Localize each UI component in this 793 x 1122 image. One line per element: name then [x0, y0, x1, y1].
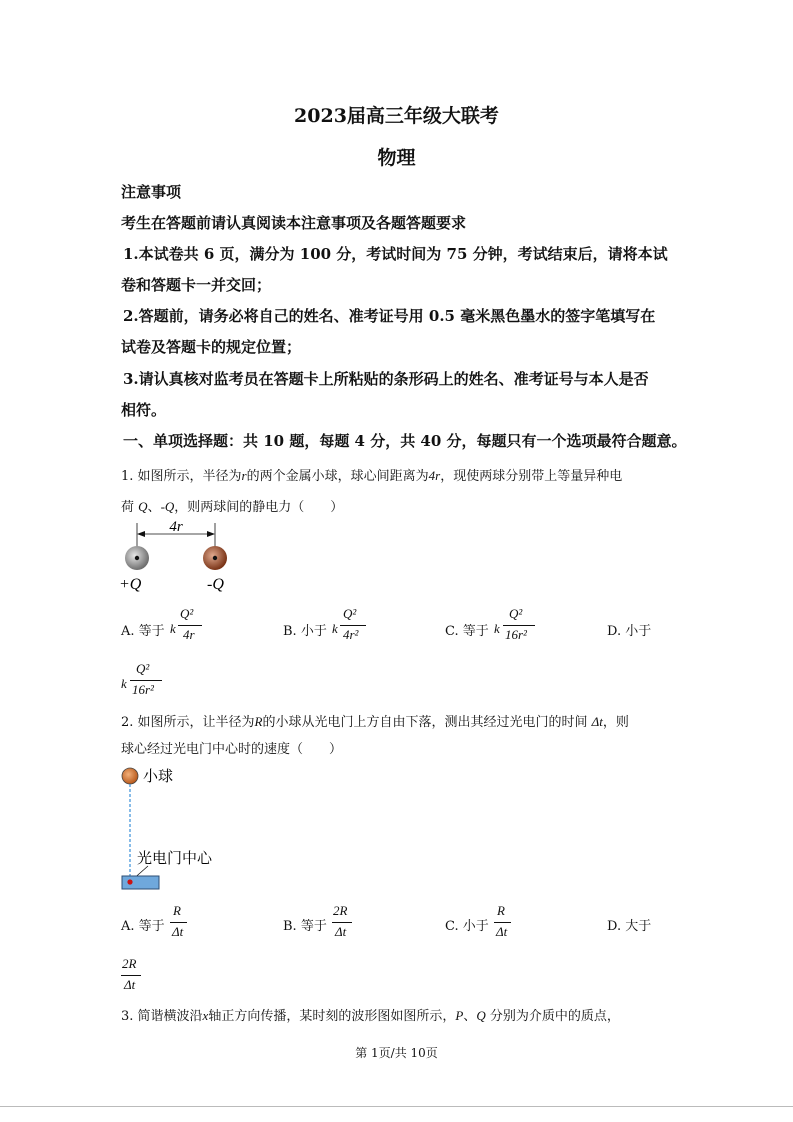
q1-var-r: r	[241, 468, 247, 483]
q1-var-q1: Q	[138, 499, 148, 514]
fraction-bar	[503, 625, 535, 626]
q2-option-c-den: Δt	[496, 924, 508, 939]
q1-option-c-fraction	[503, 606, 537, 646]
right-charge-label: -Q	[207, 576, 224, 593]
q2-option-a-label: A. 等于	[121, 919, 165, 934]
q3-var-Q: Q	[476, 1008, 486, 1023]
q1-text-sep: 、	[147, 500, 161, 515]
q3-text-c: 分别为介质中的质点，	[489, 1009, 620, 1024]
right-ball-center	[213, 556, 217, 560]
q2-option-c-fraction	[494, 903, 514, 943]
q1-text-d: 荷	[121, 500, 135, 515]
notes-heading: 注意事项	[121, 183, 182, 201]
q1-option-c-k: k	[494, 621, 500, 636]
q2-option-d-fraction	[121, 956, 143, 996]
notes-item1-line2: 卷和答题卡一并交回；	[121, 276, 272, 294]
q3-var-x: x	[202, 1008, 209, 1023]
q1-line2	[121, 496, 343, 515]
q3-text-a: 3. 简谐横波沿	[121, 1009, 203, 1024]
q2-option-b-fraction	[332, 903, 354, 943]
q1-option-a-fraction	[178, 606, 204, 646]
fraction-bar	[494, 922, 511, 923]
q1-option-b-den: 4r²	[343, 627, 359, 642]
q1-var-4r: 4r	[428, 468, 441, 483]
exam-title: 2023届高三年级大联考	[294, 105, 499, 127]
arrow-right-icon	[207, 531, 215, 537]
q1-option-b-num: Q²	[343, 606, 357, 621]
section1-heading: 一、单项选择题：共 10 题，每题 4 分，共 40 分，每题只有一个选项最符合题意。	[123, 432, 687, 450]
q1-option-a-den: 4r	[183, 627, 195, 642]
q1-text-c: ，现使两球分别带上等量异种电	[440, 469, 623, 484]
q2-text-a: 2. 如图所示，让半径为	[121, 715, 255, 730]
q1-figure	[115, 515, 255, 595]
subject-title: 物理	[377, 147, 416, 169]
q1-option-b-k: k	[332, 621, 338, 636]
q2-text-c: ，则	[602, 715, 629, 730]
q1-option-d-fraction	[130, 661, 164, 701]
notes-item3-line2: 相符。	[121, 401, 167, 419]
page-bottom-rule	[0, 1106, 793, 1107]
q2-option-d-num: 2R	[122, 956, 137, 971]
q1-option-d-k: k	[121, 676, 127, 691]
fraction-bar	[170, 922, 187, 923]
q1-option-a-k: k	[170, 621, 176, 636]
q1-text-b: 的两个金属小球，球心间距离为	[246, 469, 429, 484]
q2-var-dt: Δt	[591, 714, 603, 729]
q2-option-c-label: C. 小于	[445, 919, 489, 934]
notes-item2-line2: 试卷及答题卡的规定位置；	[121, 338, 302, 356]
notes-item3-line1: 3.请认真核对监考员在答题卡上所粘贴的条形码上的姓名、准考证号与本人是否	[123, 370, 649, 388]
q3-line1	[121, 1005, 620, 1024]
q2-line2: 球心经过光电门中心时的速度（ ）	[121, 742, 343, 757]
q2-text-b: 的小球从光电门上方自由下落，测出其经过光电门的时间	[262, 715, 588, 730]
q2-option-b-den: Δt	[335, 924, 347, 939]
q1-var-q2: -Q	[160, 499, 175, 514]
q1-text-a: 1. 如图所示，半径为	[121, 469, 242, 484]
notes-intro: 考生在答题前请认真阅读本注意事项及各题答题要求	[121, 214, 467, 232]
fraction-bar	[340, 625, 366, 626]
q2-option-a-den: Δt	[172, 924, 184, 939]
gate-label: 光电门中心	[137, 849, 213, 867]
left-ball-center	[135, 556, 139, 560]
q2-option-c-num: R	[497, 903, 505, 918]
q1-option-c-num: Q²	[509, 606, 523, 621]
q1-option-d-label: D. 小于	[607, 624, 652, 639]
arrow-left-icon	[137, 531, 145, 537]
q2-option-a-num: R	[173, 903, 181, 918]
q1-option-b-label: B. 小于	[283, 624, 327, 639]
fraction-bar	[332, 922, 352, 923]
q1-text-e: ，则两球间的静电力（ ）	[174, 500, 344, 515]
q3-var-P: P	[455, 1008, 464, 1023]
page-number: 第 1页/共 10页	[355, 1046, 438, 1060]
gate-center-dot	[127, 879, 132, 884]
q1-line1	[121, 465, 622, 484]
left-charge-label: +Q	[119, 576, 142, 593]
q2-option-b-num: 2R	[333, 903, 348, 918]
q1-option-d-den: 16r²	[132, 682, 154, 697]
notes-item1-line1: 1.本试卷共 6 页，满分为 100 分，考试时间为 75 分钟，考试结束后，请将本试	[123, 245, 668, 263]
q2-var-R: R	[254, 714, 263, 729]
fraction-bar	[130, 680, 162, 681]
q2-figure	[115, 762, 245, 894]
fraction-bar	[121, 975, 141, 976]
q2-line1	[121, 711, 629, 730]
q2-option-a-fraction	[170, 903, 190, 943]
q3-text-b: 轴正方向传播，某时刻的波形图如图所示，	[208, 1009, 456, 1024]
fraction-bar	[178, 625, 202, 626]
q1-option-c-den: 16r²	[505, 627, 527, 642]
q2-option-d-label: D. 大于	[607, 919, 652, 934]
q1-option-c-label: C. 等于	[445, 624, 489, 639]
distance-label: 4r	[169, 519, 183, 535]
q2-option-d-den: Δt	[124, 977, 136, 992]
q3-text-sep: 、	[463, 1009, 477, 1024]
q1-option-d-num: Q²	[136, 661, 150, 676]
ball-label: 小球	[143, 767, 174, 785]
small-ball	[122, 768, 138, 784]
q1-option-a-label: A. 等于	[121, 624, 165, 639]
q1-option-a-num: Q²	[180, 606, 194, 621]
q2-option-b-label: B. 等于	[283, 919, 327, 934]
q1-option-b-fraction	[340, 606, 370, 646]
notes-item2-line1: 2.答题前，请务必将自己的姓名、准考证号用 0.5 毫米黑色墨水的签字笔填写在	[123, 307, 656, 325]
